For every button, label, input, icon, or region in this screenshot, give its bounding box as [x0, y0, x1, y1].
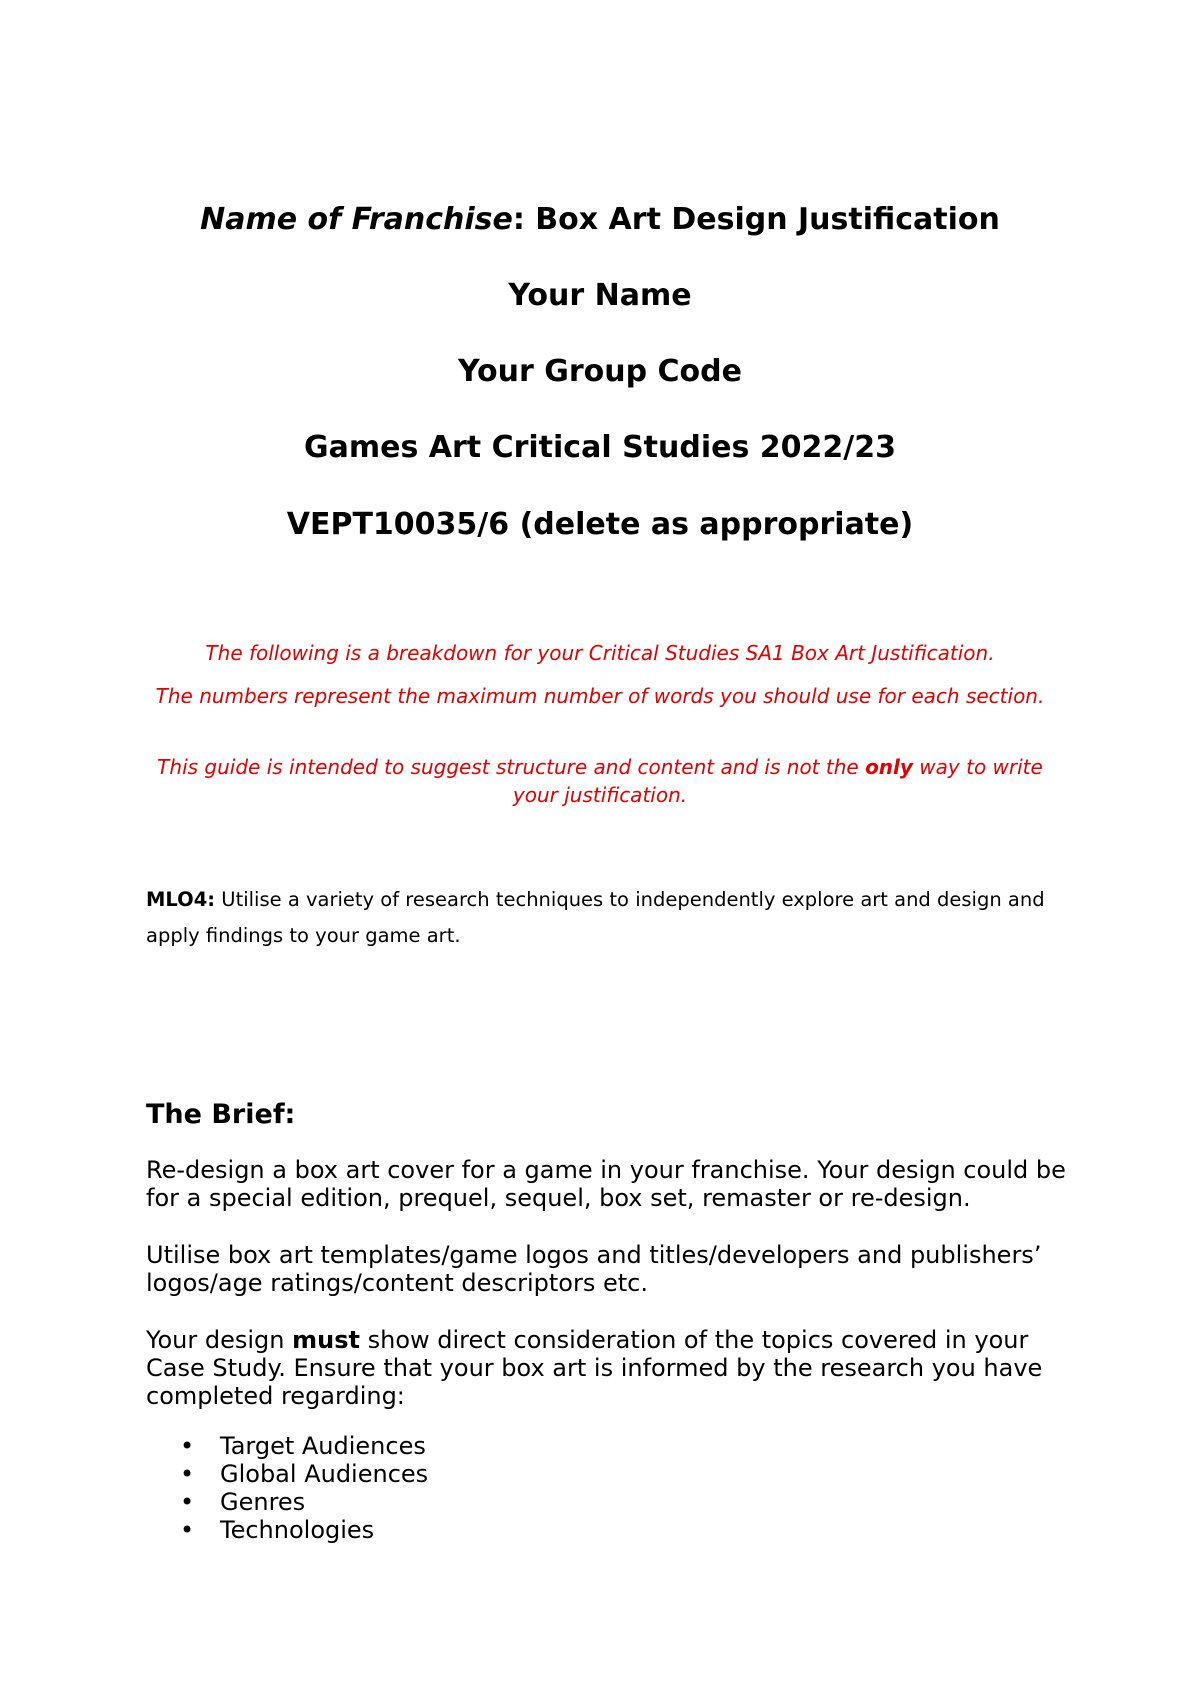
bullet-icon: •	[180, 1460, 195, 1488]
learning-outcome-label: MLO4:	[146, 888, 216, 911]
list-item	[146, 1460, 428, 1488]
list-item	[146, 1488, 428, 1516]
note-3-emphasis: only	[865, 755, 913, 779]
group-code: Your Group Code	[458, 354, 742, 389]
franchise-label: Name of Franchise	[200, 202, 513, 237]
course-title: Games Art Critical Studies 2022/23	[304, 430, 896, 465]
brief-paragraph-1: Re-design a box art cover for a game in your franchise. Your design could be for a special edition, prequel, sequel, box set, remaster or re-design.	[146, 1156, 1066, 1212]
brief-paragraph-2: Utilise box art templates/game logos and titles/developers and publishers’ logos/age ratings/content descriptors etc.	[146, 1241, 1042, 1297]
learning-outcome	[146, 882, 1066, 954]
topics-list	[146, 1432, 428, 1544]
learning-outcome-text: Utilise a variety of research techniques to independently explore art and design and apply findings to your game art.	[146, 888, 1045, 947]
list-item-label: Target Audiences	[220, 1432, 426, 1460]
document-title	[0, 202, 1200, 238]
list-item-label: Genres	[220, 1488, 306, 1516]
list-item-label: Global Audiences	[220, 1460, 429, 1488]
brief-paragraph-3-emphasis: must	[292, 1326, 360, 1354]
instruction-note-3	[140, 753, 1060, 809]
brief-heading: The Brief:	[146, 1099, 296, 1130]
brief-paragraph-3-after: show direct consideration of the topics covered in your Case Study. Ensure that your box art is informed by the research you have completed regarding:	[146, 1326, 1043, 1410]
bullet-icon: •	[180, 1432, 195, 1460]
instruction-note-2: The numbers represent the maximum number of words you should use for each section.	[155, 684, 1045, 708]
list-item-label: Technologies	[220, 1516, 375, 1544]
title-rest: : Box Art Design Justification	[512, 202, 1000, 237]
bullet-icon: •	[180, 1488, 195, 1516]
bullet-icon: •	[180, 1516, 195, 1544]
student-name: Your Name	[508, 278, 692, 313]
list-item	[146, 1516, 428, 1544]
note-3-before: This guide is intended to suggest structure and content and is not the	[157, 755, 866, 779]
brief-paragraph-3	[146, 1326, 1086, 1410]
note-3-after: way to write your justification.	[512, 755, 1043, 807]
list-item	[146, 1432, 428, 1460]
instruction-note-1: The following is a breakdown for your Critical Studies SA1 Box Art Justification.	[205, 641, 995, 665]
brief-paragraph-3-before: Your design	[146, 1326, 293, 1354]
module-code: VEPT10035/6 (delete as appropriate)	[286, 507, 914, 542]
